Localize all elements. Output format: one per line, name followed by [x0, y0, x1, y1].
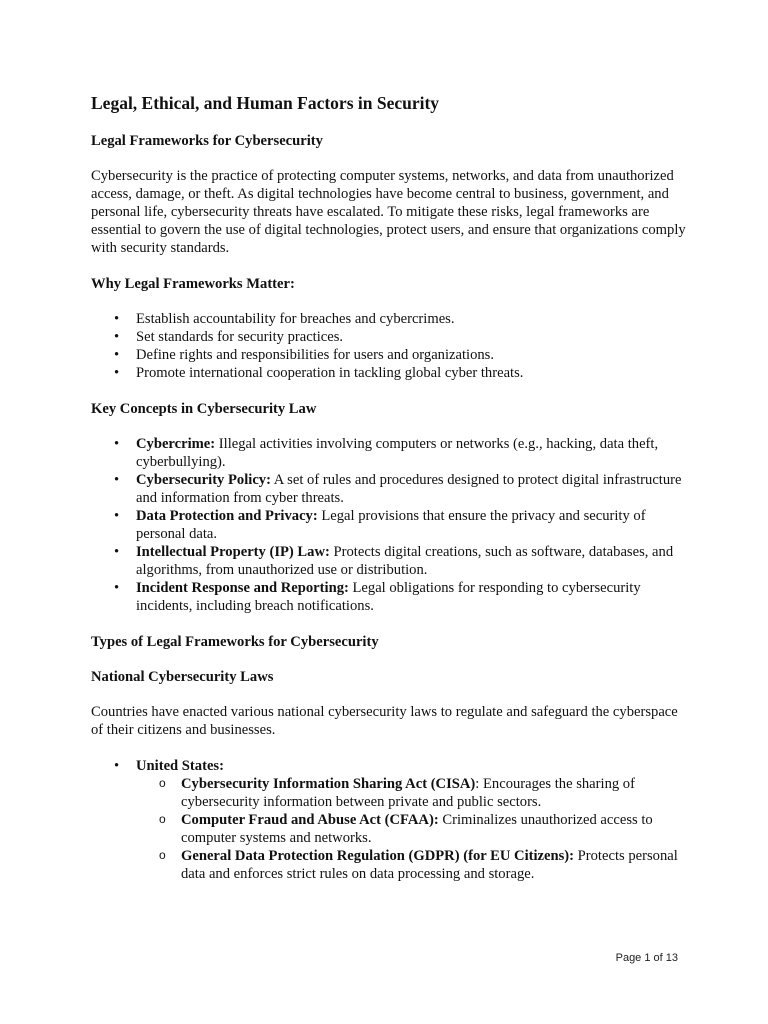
key-concepts-heading: Key Concepts in Cybersecurity Law	[91, 401, 317, 417]
law-item	[181, 811, 691, 847]
national-paragraph: Countries have enacted various national cybersecurity laws to regulate and safeguard the cyberspace of their citizens and businesses.	[91, 704, 678, 738]
concept-text: Protects digital creations, such as software, databases, and algorithms, from unauthorized use or distribution.	[136, 544, 674, 578]
concept-text: Legal obligations for responding to cybersecurity incidents, including breach notifications.	[136, 580, 641, 614]
concept-term: Intellectual Property (IP) Law:	[136, 544, 330, 560]
document-title: Legal, Ethical, and Human Factors in Security	[91, 93, 440, 113]
concept-text: Legal provisions that ensure the privacy and security of personal data.	[136, 508, 646, 542]
why-item: • Define rights and responsibilities for users and organizations.	[136, 346, 691, 364]
law-term: Computer Fraud and Abuse Act (CFAA):	[181, 812, 439, 828]
law-item	[181, 847, 691, 883]
why-item: • Promote international cooperation in tackling global cyber threats.	[136, 364, 691, 382]
types-heading: Types of Legal Frameworks for Cybersecurity	[91, 634, 379, 650]
law-term: Cybersecurity Information Sharing Act (CISA)	[181, 776, 476, 792]
why-item: • Set standards for security practices.	[136, 328, 691, 346]
concept-item	[136, 471, 691, 507]
why-item: • Establish accountability for breaches and cybercrimes.	[136, 310, 691, 328]
why-heading: Why Legal Frameworks Matter:	[91, 276, 295, 292]
law-list	[136, 775, 691, 883]
country-item	[136, 757, 691, 883]
law-text: : Encourages the sharing of cybersecurity information between private and public sectors.	[181, 776, 635, 810]
key-concepts-list	[91, 435, 691, 615]
national-laws-heading: National Cybersecurity Laws	[91, 669, 274, 685]
concept-term: Cybersecurity Policy:	[136, 472, 271, 488]
law-text: Criminalizes unauthorized access to computer systems and networks.	[181, 812, 653, 846]
concept-item	[136, 507, 691, 543]
section-heading-legal-frameworks: Legal Frameworks for Cybersecurity	[91, 133, 323, 149]
law-term: General Data Protection Regulation (GDPR) (for EU Citizens):	[181, 848, 575, 864]
concept-item	[136, 435, 691, 471]
law-text: Protects personal data and enforces strict rules on data processing and storage.	[181, 848, 678, 882]
concept-text: Illegal activities involving computers or networks (e.g., hacking, data theft, cyberbullying).	[136, 436, 659, 470]
country-name: United States:	[136, 758, 224, 774]
page-number: Page 1 of 13	[615, 952, 678, 964]
concept-text: A set of rules and procedures designed to protect digital infrastructure and information from cyber threats.	[136, 472, 682, 506]
intro-paragraph: Cybersecurity is the practice of protecting computer systems, networks, and data from unauthorized access, damage, or theft. As digital technologies have become central to business, government, and personal life, cybersecurity threats have escalated. To mitigate these risks, legal frameworks are essential to govern the use of digital technologies, protect users, and ensure that organizations comply with security standards.	[91, 168, 686, 256]
concept-term: Data Protection and Privacy:	[136, 508, 318, 524]
concept-term: Cybercrime:	[136, 436, 216, 452]
concept-item	[136, 543, 691, 579]
concept-term: Incident Response and Reporting:	[136, 580, 349, 596]
page-content	[91, 92, 691, 901]
law-item	[181, 775, 691, 811]
country-list	[91, 757, 691, 883]
concept-item	[136, 579, 691, 615]
why-list	[91, 310, 691, 382]
